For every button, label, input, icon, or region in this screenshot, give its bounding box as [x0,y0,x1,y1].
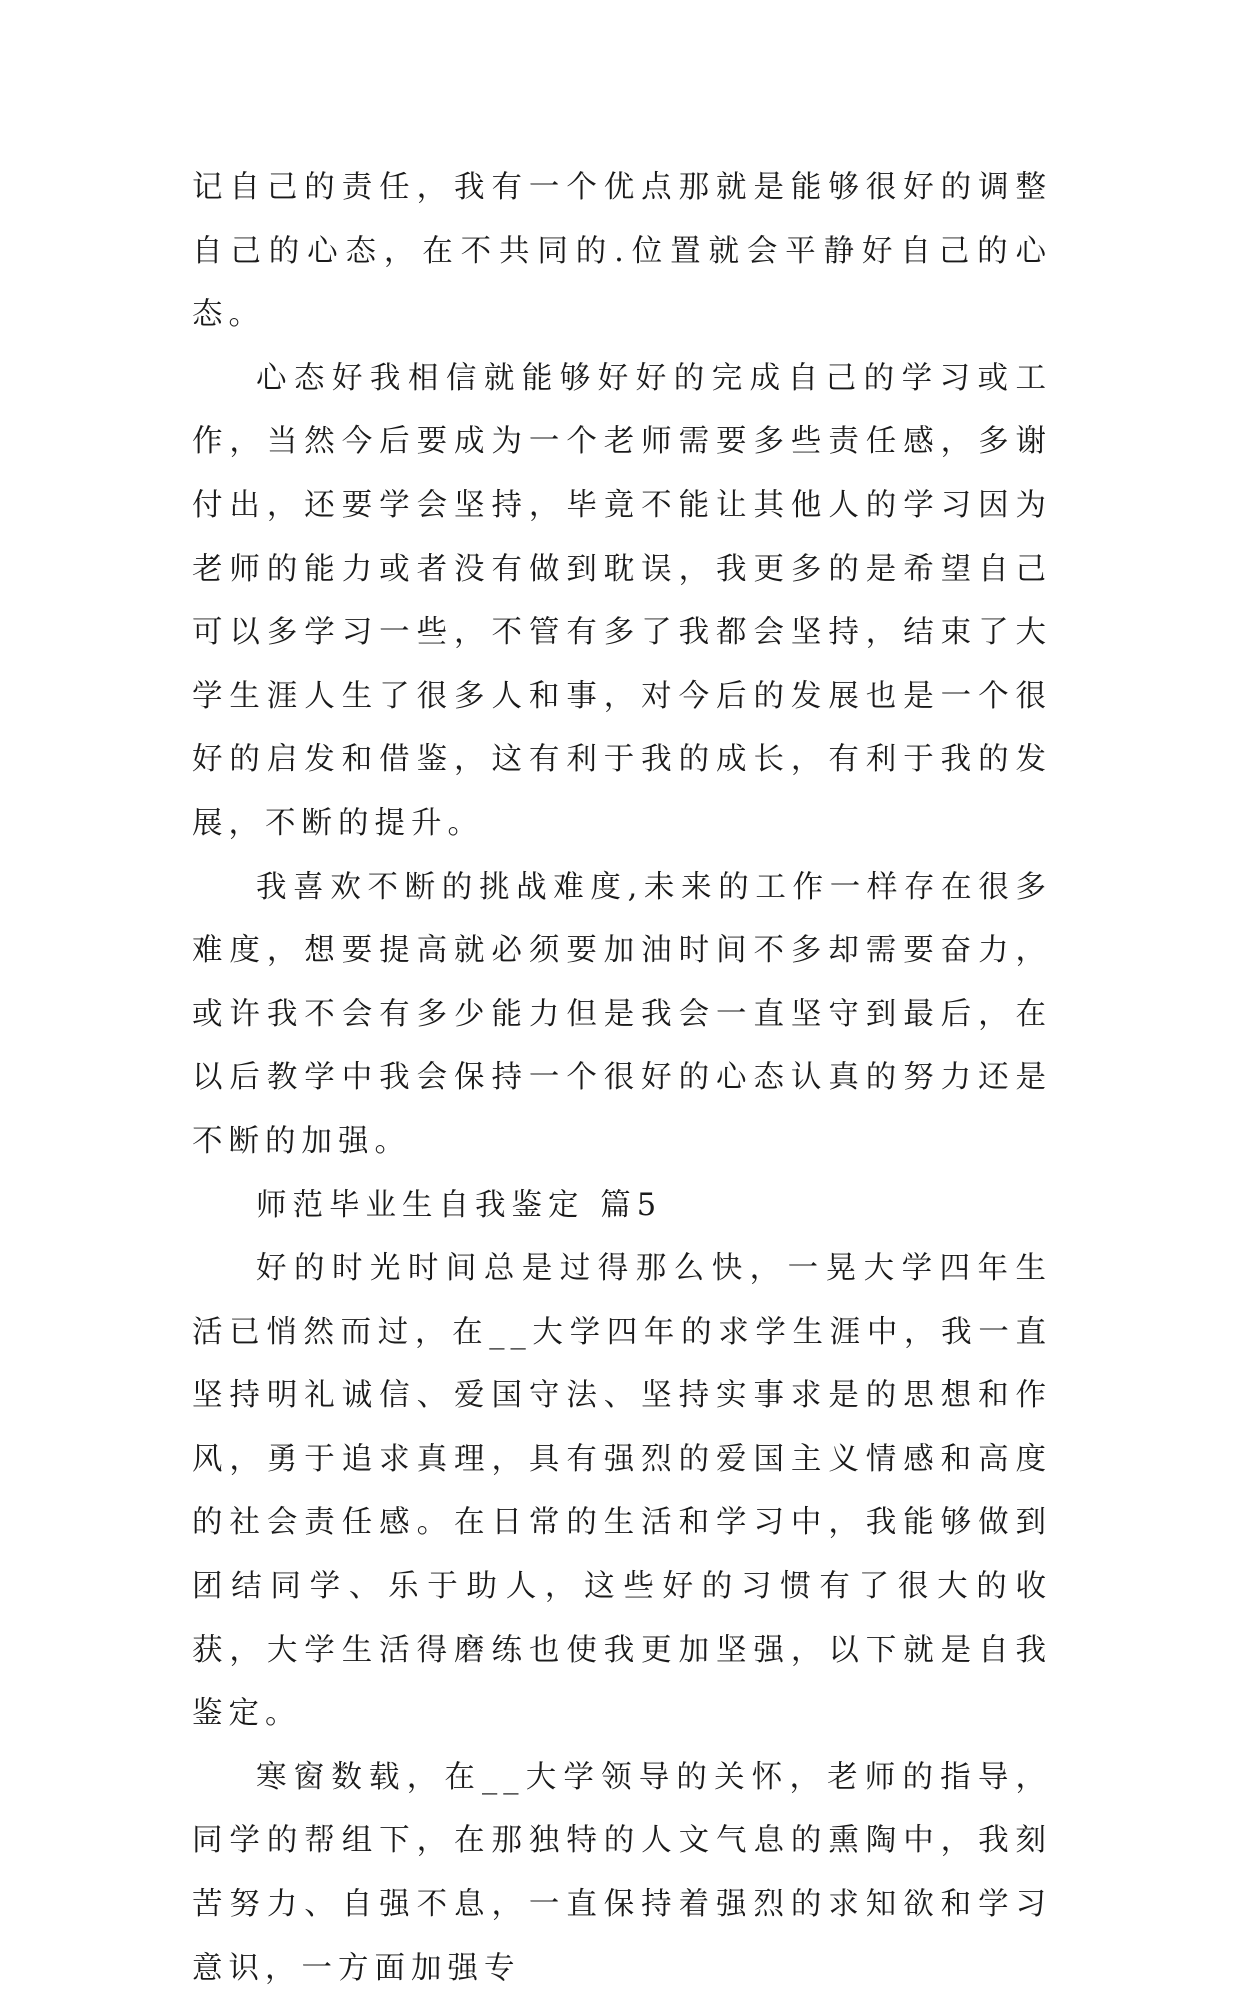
paragraph: 好的时光时间总是过得那么快，一晃大学四年生活已悄然而过，在__大学四年的求学生涯中，我一直坚持明礼诚信、爱国守法、坚持实事求是的思想和作风，勇于追求真理，具有强烈的爱国主义情感和高度的社会责任感。在日常的生活和学习中，我能够做到团结同学、乐于助人，这些好的习惯有了很大的收获，大学生活得磨练也使我更加坚强，以下就是自我鉴定。 [192,1251,1052,1732]
paragraph: 我喜欢不断的挑战难度,未来的工作一样存在很多难度，想要提高就必须要加油时间不多却需要奋力，或许我不会有多少能力但是我会一直坚守到最后，在以后教学中我会保持一个很好的心态认真的努力还是不断的加强。 [192,869,1052,1159]
paragraph: 心态好我相信就能够好好的完成自己的学习或工作，当然今后要成为一个老师需要多些责任感，多谢付出，还要学会坚持，毕竟不能让其他人的学习因为老师的能力或者没有做到耽误，我更多的是希望自己可以多学习一些，不管有多了我都会坚持，结束了大学生涯人生了很多人和事，对今后的发展也是一个很好的启发和借鉴，这有利于我的成长，有利于我的发展，不断的提升。 [192,360,1052,841]
paragraph: 记自己的责任，我有一个优点那就是能够很好的调整自己的心态，在不共同的.位置就会平静好自己的心态。 [192,170,1052,333]
document-body [192,156,1052,2000]
section-heading: 师范毕业生自我鉴定 篇5 [256,1187,663,1223]
paragraph: 寒窗数载，在__大学领导的关怀，老师的指导，同学的帮组下，在那独特的人文气息的熏陶中，我刻苦努力、自强不息，一直保持着强烈的求知欲和学习意识，一方面加强专 [192,1759,1052,1986]
